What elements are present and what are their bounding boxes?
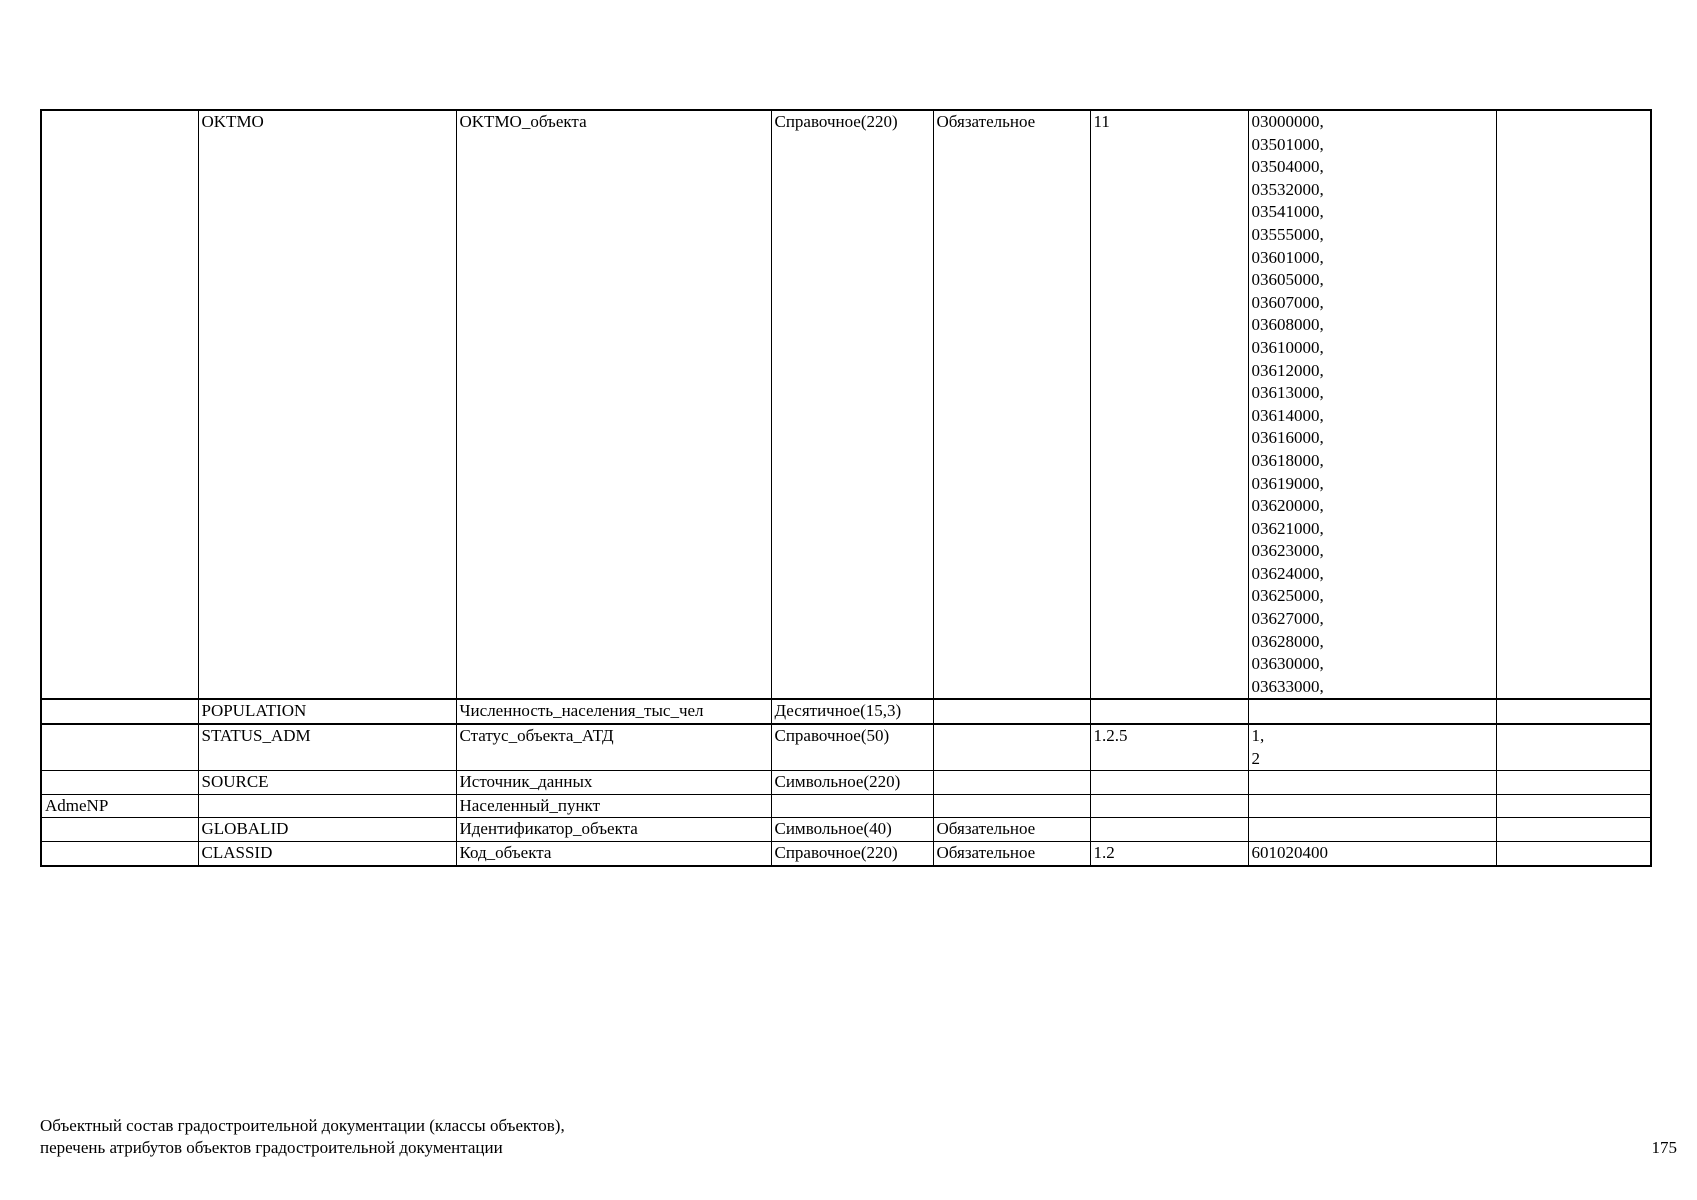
data-type-cell: Символьное(220) — [771, 771, 933, 795]
required-cell — [933, 771, 1090, 795]
field-alias-cell: Численность_населения_тыс_чел — [456, 699, 771, 724]
table-row — [41, 818, 1651, 842]
table-row — [41, 842, 1651, 866]
code-value: 03532000, — [1251, 179, 1324, 199]
field-alias-cell: Статус_объекта_АТД — [456, 724, 771, 771]
code-value: 03628000, — [1251, 631, 1324, 651]
data-type-cell: Справочное(220) — [771, 110, 933, 699]
code-value: 03620000, — [1251, 496, 1324, 516]
code-value: 03621000, — [1251, 518, 1324, 538]
reference-cell: 1.2.5 — [1090, 724, 1248, 771]
class-cell — [41, 771, 198, 795]
field-name-cell: STATUS_ADM — [198, 724, 456, 771]
field-name-cell: GLOBALID — [198, 818, 456, 842]
codes-cell — [1248, 842, 1496, 866]
field-alias-cell: Идентификатор_объекта — [456, 818, 771, 842]
footer-title-line-1: Объектный состав градостроительной документации (классы объектов), — [40, 1116, 565, 1135]
data-type-cell: Символьное(40) — [771, 818, 933, 842]
data-type-cell: Десятичное(15,3) — [771, 699, 933, 724]
class-cell — [41, 110, 198, 699]
reference-cell — [1090, 699, 1248, 724]
note-cell — [1496, 818, 1651, 842]
required-cell — [933, 794, 1090, 818]
code-value: 03618000, — [1251, 450, 1324, 470]
data-type-cell: Справочное(220) — [771, 842, 933, 866]
note-cell — [1496, 724, 1651, 771]
codes-cell — [1248, 794, 1496, 818]
code-value: 03624000, — [1251, 563, 1324, 583]
note-cell — [1496, 794, 1651, 818]
codes-cell — [1248, 699, 1496, 724]
note-cell — [1496, 699, 1651, 724]
table-row — [41, 110, 1651, 699]
field-alias-cell: Населенный_пункт — [456, 794, 771, 818]
page-number: 175 — [1651, 1138, 1677, 1157]
field-name-cell: CLASSID — [198, 842, 456, 866]
codes-cell — [1248, 771, 1496, 795]
table-row — [41, 771, 1651, 795]
codes-cell — [1248, 724, 1496, 771]
code-value: 03501000, — [1251, 134, 1324, 154]
required-cell — [933, 699, 1090, 724]
field-alias-cell: Код_объекта — [456, 842, 771, 866]
required-cell — [933, 724, 1090, 771]
code-value: 03601000, — [1251, 247, 1324, 267]
code-value: 03000000, — [1251, 112, 1324, 131]
code-value: 03612000, — [1251, 360, 1324, 380]
code-value: 03605000, — [1251, 270, 1324, 290]
table-row — [41, 794, 1651, 818]
code-value: 03607000, — [1251, 292, 1324, 312]
data-type-cell — [771, 794, 933, 818]
class-cell — [41, 818, 198, 842]
note-cell — [1496, 771, 1651, 795]
class-cell — [41, 724, 198, 771]
code-value: 03504000, — [1251, 157, 1324, 177]
field-name-cell: OKTMO — [198, 110, 456, 699]
reference-cell — [1090, 771, 1248, 795]
reference-cell: 11 — [1090, 110, 1248, 699]
code-value: 2 — [1251, 748, 1260, 768]
reference-cell — [1090, 818, 1248, 842]
table-row — [41, 724, 1651, 771]
code-value: 03625000, — [1251, 586, 1324, 606]
required-cell: Обязательное — [933, 818, 1090, 842]
code-value: 03627000, — [1251, 609, 1324, 629]
footer-title-line-2: перечень атрибутов объектов градостроительной документации — [40, 1138, 503, 1157]
document-footer — [40, 1115, 565, 1159]
code-value: 03610000, — [1251, 337, 1324, 357]
code-value: 03630000, — [1251, 654, 1324, 674]
note-cell — [1496, 110, 1651, 699]
code-value: 601020400 — [1251, 843, 1328, 862]
code-value: 03633000, — [1251, 676, 1324, 696]
class-cell: AdmeNP — [41, 794, 198, 818]
code-value: 03623000, — [1251, 541, 1324, 561]
attribute-table — [40, 109, 1652, 867]
code-value: 03616000, — [1251, 428, 1324, 448]
field-alias-cell: Источник_данных — [456, 771, 771, 795]
field-name-cell: POPULATION — [198, 699, 456, 724]
required-cell: Обязательное — [933, 110, 1090, 699]
code-value: 03608000, — [1251, 315, 1324, 335]
codes-cell — [1248, 110, 1496, 699]
required-cell: Обязательное — [933, 842, 1090, 866]
codes-cell — [1248, 818, 1496, 842]
class-cell — [41, 842, 198, 866]
code-value: 03619000, — [1251, 473, 1324, 493]
code-value: 1, — [1251, 726, 1265, 746]
field-name-cell: SOURCE — [198, 771, 456, 795]
code-value: 03555000, — [1251, 224, 1324, 244]
note-cell — [1496, 842, 1651, 866]
field-alias-cell: OKTMO_объекта — [456, 110, 771, 699]
field-name-cell — [198, 794, 456, 818]
code-value: 03541000, — [1251, 202, 1324, 222]
data-type-cell: Справочное(50) — [771, 724, 933, 771]
reference-cell: 1.2 — [1090, 842, 1248, 866]
code-value: 03614000, — [1251, 405, 1324, 425]
class-cell — [41, 699, 198, 724]
table-row — [41, 699, 1651, 724]
reference-cell — [1090, 794, 1248, 818]
table-body — [41, 110, 1651, 866]
code-value: 03613000, — [1251, 383, 1324, 403]
